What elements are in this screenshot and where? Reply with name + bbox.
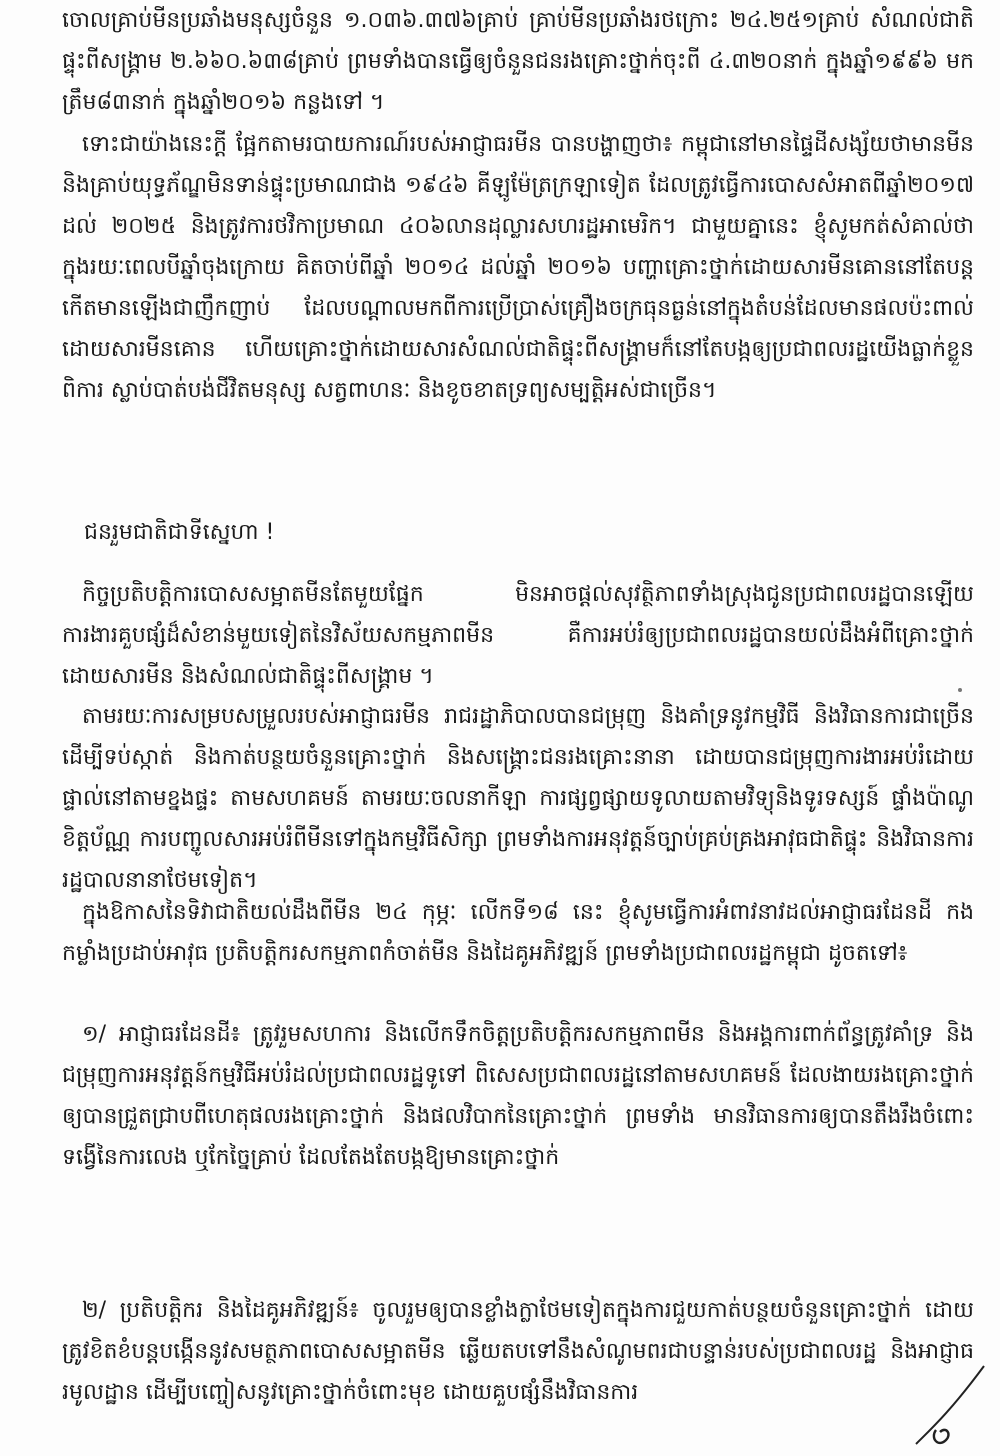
paragraph-government-measures: តាមរយៈការសម្របសម្រួលរបស់អាជ្ញាធរមីន រាជរដ្ឋាភិបាលបានជម្រុញ និងគាំទ្រនូវកម្មវិធី និងវិធានការជាច្រើន ដើម្បីទប់ស្កាត់ និងកាត់បន្ថយចំនួនគ្រោះថ្នាក់ និងសង្គ្រោះជនរងគ្រោះនានា ដោយបានជម្រុញការងារអប់រំដោយផ្ទាល់នៅតាមខ្នងផ្ទះ តាមសហគមន៍ តាមរយៈចលនាកីឡា ការផ្សព្វផ្សាយទូលាយតាមវិទ្យុនិងទូរទស្សន៍ ផ្ទាំងប៉ាណូ ខិត្តប័ណ្ណ ការបញ្ចូលសារអប់រំពីមីនទៅក្នុងកម្មវិធីសិក្សា ព្រមទាំងការអនុវត្តន៍ច្បាប់គ្រប់គ្រងអាវុធជាតិផ្ទុះ និងវិធានការរដ្ឋបាលនានាថែមទៀត។ bbox=[62, 704, 974, 893]
paragraph-remaining-contamination: ទោះជាយ៉ាងនេះក្តី ផ្អែកតាមរបាយការណ៍របស់អាជ្ញាធរមីន បានបង្ហាញថា៖ កម្ពុជានៅមានផ្ទៃដីសង្ស័យថាមានមីន និងគ្រាប់យុទ្ធភ័ណ្ឌមិនទាន់ផ្ទុះប្រមាណជាង ១៩៤៦ គីឡូម៉ែត្រក្រឡាទៀត ដែលត្រូវធ្វើការបោសសំអាតពីឆ្នាំ២០១៧ ដល់ ២០២៥ និងត្រូវការថវិកាប្រមាណ ៤០៦លានដុល្លារសហរដ្ឋអាមេរិក។ ជាមួយគ្នានេះ ខ្ញុំសូមកត់សំគាល់ថា ក្នុងរយៈពេលបីឆ្នាំចុងក្រោយ គិតចាប់ពីឆ្នាំ ២០១៤ ដល់ឆ្នាំ ២០១៦ បញ្ហាគ្រោះថ្នាក់ដោយសារមីនគោននៅតែបន្តកើតមានឡើងជាញឹកញាប់ ដែលបណ្តាលមកពីការប្រើប្រាស់គ្រឿងចក្រធុនធ្ងន់នៅក្នុងតំបន់ដែលមានផលប៉ះពាល់ដោយសារមីនគោន ហើយគ្រោះថ្នាក់ដោយសារសំណល់ជាតិផ្ទុះពីសង្គ្រាមក៏នៅតែបង្កឲ្យប្រជាពលរដ្ឋយើងធ្លាក់ខ្លួនពិការ ស្លាប់បាត់បង់ជីវិតមនុស្ស សត្វពាហនៈ និងខូចខាតទ្រព្យសម្បត្តិអស់ជាច្រើន។ bbox=[62, 132, 974, 403]
paragraph-demining-results: ចោលគ្រាប់មីនប្រឆាំងមនុស្សចំនួន ១.០៣៦.៣៧៦គ្រាប់ គ្រាប់មីនប្រឆាំងរថក្រោះ ២៤.២៥១គ្រាប់ សំណល់ជាតិផ្ទុះពីសង្គ្រាម ២.៦៦០.៦៣៨គ្រាប់ ព្រមទាំងបានធ្វើឲ្យចំនួនជនរងគ្រោះថ្នាក់ចុះពី ៤.៣២០នាក់ ក្នុងឆ្នាំ១៩៩៦ មកត្រឹម៨៣នាក់ ក្នុងឆ្នាំ២០១៦ កន្លងទៅ ។ bbox=[62, 8, 974, 115]
paragraph-appeal-intro: ក្នុងឱកាសនៃទិវាជាតិយល់ដឹងពីមីន ២៤ កុម្ភៈ លើកទី១៨ នេះ ខ្ញុំសូមធ្វើការអំពាវនាវដល់អាជ្ញាធរដែនដី កងកម្លាំងប្រដាប់អាវុធ ប្រតិបត្តិករសកម្មភាពកំចាត់មីន និងដៃគូអភិវឌ្ឍន៍ ព្រមទាំងប្រជាពលរដ្ឋកម្ពុជា ដូចតទៅ៖ bbox=[62, 900, 974, 966]
paragraph-mine-risk-education: កិច្ចប្រតិបត្តិការបោសសម្អាតមីនតែមួយផ្នែក មិនអាចផ្តល់សុវត្ថិភាពទាំងស្រុងជូនប្រជាពលរដ្ឋបានឡើយ ការងារគួបផ្សំដ៏សំខាន់មួយទៀតនៃវិស័យសកម្មភាពមីន គឺការអប់រំឲ្យប្រជាពលរដ្ឋបានយល់ដឹងអំពីគ្រោះថ្នាក់ដោយសារមីន និងសំណល់ជាតិផ្ទុះពីសង្គ្រាម ។ bbox=[62, 582, 974, 689]
paragraph-appeal-operators-partners: ២/ ប្រតិបត្តិករ និងដៃគូអភិវឌ្ឍន៍៖ ចូលរួមឲ្យបានខ្លាំងក្លាថែមទៀតក្នុងការជួយកាត់បន្ថយចំនួនគ្រោះថ្នាក់ ដោយត្រូវខិតខំបន្តបង្កើននូវសមត្ថភាពបោសសម្អាតមីន ឆ្លើយតបទៅនឹងសំណូមពរជាបន្ទាន់របស់ប្រជាពលរដ្ឋ និងអាជ្ញាធរមូលដ្ឋាន ដើម្បីបញ្ចៀសនូវគ្រោះថ្នាក់ចំពោះមុខ ដោយគួបផ្សំនឹងវិធានការ bbox=[62, 1298, 974, 1405]
paragraph-appeal-local-authorities: ១/ អាជ្ញាធរដែនដី៖ ត្រូវរួមសហការ និងលើកទឹកចិត្តប្រតិបត្តិករសកម្មភាពមីន និងអង្គការពាក់ព័ន្ធត្រូវគាំទ្រ និងជម្រុញការអនុវត្តន៍កម្មវិធីអប់រំដល់ប្រជាពលរដ្ឋទូទៅ ពិសេសប្រជាពលរដ្ឋនៅតាមសហគមន៍ ដែលងាយរងគ្រោះថ្នាក់ឲ្យបានជ្រួតជ្រាបពីហេតុផលរងគ្រោះថ្នាក់ និងផលវិបាកនៃគ្រោះថ្នាក់ ព្រមទាំង មានវិធានការឲ្យបានតឹងរឹងចំពោះទង្វើនៃការលេង ឬកែច្នៃគ្រាប់ ដែលតែងតែបង្កឱ្យមានគ្រោះថ្នាក់ bbox=[62, 1022, 974, 1170]
salutation: ជនរួមជាតិជាទីស្នេហា ! bbox=[84, 520, 275, 545]
scan-speck bbox=[958, 688, 962, 692]
initials-mark bbox=[910, 1360, 990, 1450]
